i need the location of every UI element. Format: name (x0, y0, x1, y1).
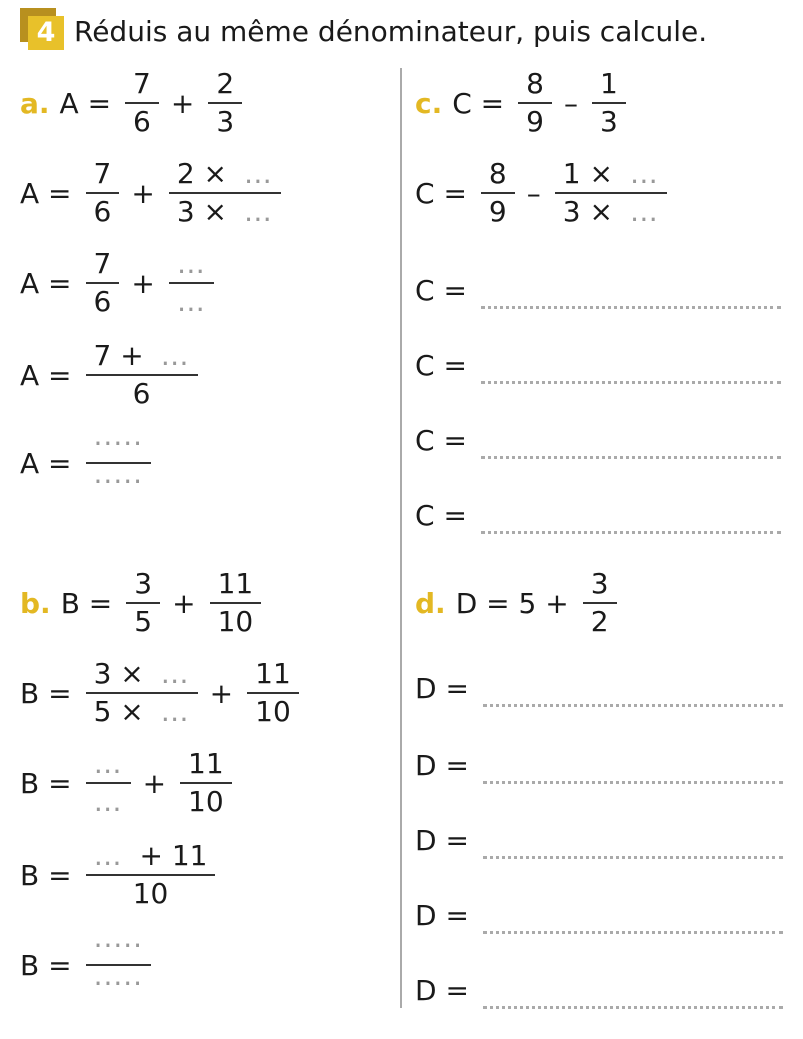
left-equation-line (20, 648, 311, 738)
math-text: 10 (255, 695, 291, 728)
fraction-bar (247, 692, 299, 694)
math-text: 3 × (176, 195, 236, 228)
equation-text: C = (415, 176, 467, 210)
denominator (86, 285, 120, 319)
right-equation-line (415, 945, 783, 1035)
numerator (86, 747, 131, 781)
item-label: c. (415, 86, 443, 120)
fraction (86, 929, 152, 1001)
math-text: 7 (93, 157, 112, 190)
math-text: 3 (216, 105, 235, 138)
equation-text: A = (20, 446, 72, 480)
left-equation-line (20, 920, 163, 1010)
equation-text: B = (20, 858, 72, 892)
placeholder-dots: ····· (93, 929, 144, 962)
answer-blank[interactable] (481, 511, 781, 534)
numerator (86, 157, 120, 191)
left-equation-line (20, 830, 227, 920)
math-text: + 11 (130, 839, 208, 872)
fraction (208, 67, 242, 139)
equation-text: D = 5 + (455, 586, 569, 620)
denominator (86, 195, 120, 229)
denominator (169, 285, 214, 319)
placeholder-dots: … (629, 195, 659, 228)
placeholder-dots: … (93, 785, 123, 818)
math-text: 6 (133, 105, 151, 138)
equation-text: + (131, 176, 155, 210)
fraction (125, 67, 159, 139)
math-text: 3 (590, 567, 609, 600)
numerator (86, 929, 152, 963)
equation-text: C = (415, 348, 467, 382)
denominator (86, 465, 152, 499)
fraction-bar (86, 374, 198, 376)
numerator (125, 67, 159, 101)
fraction-bar (169, 282, 214, 284)
placeholder-dots: … (176, 247, 206, 280)
fraction (86, 427, 152, 499)
right-equation-line (415, 148, 679, 238)
equation-text: B = (60, 586, 113, 620)
exercise-instruction: Réduis au même dénominateur, puis calcule. (74, 15, 708, 48)
fraction (86, 339, 198, 411)
right-equation-line (415, 470, 781, 560)
numerator (126, 567, 160, 601)
math-text: 1 × (562, 157, 622, 190)
placeholder-dots: … (93, 839, 123, 872)
placeholder-dots: ····· (93, 967, 144, 1000)
math-text: 7 (133, 67, 151, 100)
math-text: 10 (132, 877, 169, 910)
placeholder-dots: … (160, 339, 190, 372)
numerator (86, 339, 198, 373)
fraction-bar (169, 192, 281, 194)
fraction-bar (481, 192, 515, 194)
fraction-bar (86, 282, 120, 284)
placeholder-dots: … (176, 285, 206, 318)
placeholder-dots: ····· (93, 465, 144, 498)
equation-text: – (563, 86, 578, 120)
left-equation-line (20, 148, 293, 238)
numerator (518, 67, 552, 101)
math-text: 2 (590, 605, 609, 638)
placeholder-dots: … (93, 747, 123, 780)
equation-text: + (142, 766, 167, 800)
answer-blank[interactable] (481, 286, 781, 309)
math-text: 3 × (562, 195, 622, 228)
math-text: 5 × (93, 695, 153, 728)
math-text: 11 (255, 657, 291, 690)
right-equation-line (415, 58, 638, 148)
fraction-bar (86, 692, 198, 694)
equation-text: B = (20, 766, 72, 800)
math-text: 3 (599, 105, 618, 138)
numerator (169, 157, 281, 191)
numerator (86, 427, 152, 461)
denominator (86, 695, 198, 729)
equation-text: C = (415, 423, 467, 457)
fraction (583, 567, 617, 639)
numerator (555, 157, 667, 191)
fraction-bar (126, 602, 160, 604)
numerator (169, 247, 214, 281)
fraction-bar (583, 602, 617, 604)
numerator (86, 657, 198, 691)
left-equation-line (20, 738, 244, 828)
left-equation-line (20, 418, 163, 508)
equation-text: D = (415, 748, 469, 782)
fraction-bar (518, 102, 552, 104)
equation-text: B = (20, 676, 72, 710)
equation-text: D = (415, 823, 469, 857)
math-text: 6 (93, 285, 112, 318)
fraction (518, 67, 552, 139)
fraction (180, 747, 232, 819)
equation-text: A = (20, 266, 72, 300)
fraction (86, 839, 216, 911)
fraction-bar (86, 964, 152, 966)
column-divider (400, 68, 402, 1008)
math-text: 6 (93, 195, 112, 228)
denominator (169, 195, 281, 229)
equation-text: C = (452, 86, 505, 120)
fraction (555, 157, 667, 229)
denominator (583, 605, 617, 639)
fraction (126, 567, 160, 639)
fraction (592, 67, 626, 139)
equation-text: C = (415, 498, 467, 532)
item-label: d. (415, 586, 446, 620)
numerator (208, 67, 242, 101)
denominator (208, 105, 242, 139)
math-text: 8 (526, 67, 544, 100)
item-label: b. (20, 586, 51, 620)
placeholder-dots: … (160, 695, 190, 728)
fraction-bar (180, 782, 232, 784)
denominator (126, 605, 160, 639)
fraction-bar (592, 102, 626, 104)
left-equation-line (20, 238, 226, 328)
fraction-bar (86, 782, 131, 784)
answer-blank[interactable] (483, 911, 783, 934)
denominator (86, 967, 152, 1001)
fraction (247, 657, 299, 729)
exercise-number: 4 (28, 16, 64, 50)
placeholder-dots: … (243, 157, 273, 190)
placeholder-dots: … (160, 657, 190, 690)
fraction-bar (208, 102, 242, 104)
left-equation-line (20, 58, 254, 148)
right-equation-line (415, 558, 629, 648)
equation-text: C = (415, 273, 467, 307)
numerator (247, 657, 299, 691)
equation-text: B = (20, 948, 72, 982)
math-text: 11 (188, 747, 224, 780)
fraction (86, 157, 120, 229)
math-text: 9 (488, 195, 507, 228)
numerator (481, 157, 515, 191)
equation-text: D = (415, 973, 469, 1007)
fraction (86, 657, 198, 729)
fraction (210, 567, 262, 639)
answer-blank[interactable] (483, 836, 783, 859)
numerator (86, 247, 120, 281)
math-text: 7 (93, 247, 112, 280)
placeholder-dots: … (243, 195, 273, 228)
math-text: 2 × (176, 157, 236, 190)
denominator (210, 605, 262, 639)
answer-blank[interactable] (483, 761, 783, 784)
answer-blank[interactable] (483, 986, 783, 1009)
equation-text: + (170, 86, 195, 120)
numerator (86, 839, 216, 873)
fraction-bar (555, 192, 667, 194)
fraction-bar (86, 874, 216, 876)
math-text: 10 (188, 785, 224, 818)
denominator (125, 377, 159, 411)
denominator (481, 195, 515, 229)
item-label: a. (20, 86, 50, 120)
math-text: 9 (526, 105, 544, 138)
math-text: 3 × (93, 657, 153, 690)
denominator (592, 105, 626, 139)
exercise-number-badge (20, 8, 64, 50)
fraction-bar (125, 102, 159, 104)
math-text: 5 (134, 605, 153, 638)
numerator (583, 567, 617, 601)
denominator (518, 105, 552, 139)
equation-text: + (172, 586, 196, 620)
math-text: 7 + (93, 339, 153, 372)
equation-text: A = (20, 176, 72, 210)
math-text: 6 (132, 377, 151, 410)
equation-text: + (131, 266, 155, 300)
numerator (592, 67, 626, 101)
equation-text: A = (20, 358, 72, 392)
denominator (125, 877, 177, 911)
math-text: 3 (134, 567, 153, 600)
math-text: 1 (599, 67, 618, 100)
equation-text: + (209, 676, 234, 710)
placeholder-dots: ····· (93, 427, 144, 460)
denominator (86, 785, 131, 819)
fraction (86, 247, 120, 319)
denominator (180, 785, 232, 819)
fraction-bar (86, 192, 120, 194)
answer-blank[interactable] (481, 361, 781, 384)
numerator (210, 567, 262, 601)
denominator (125, 105, 159, 139)
math-text: 8 (488, 157, 507, 190)
answer-blank[interactable] (483, 684, 783, 707)
equation-text: D = (415, 671, 469, 705)
denominator (247, 695, 299, 729)
left-equation-line (20, 558, 273, 648)
equation-text: D = (415, 898, 469, 932)
fraction (169, 157, 281, 229)
fraction (169, 247, 214, 319)
left-equation-line (20, 330, 210, 420)
fraction-bar (86, 462, 152, 464)
math-text: 11 (217, 567, 254, 600)
placeholder-dots: … (629, 157, 659, 190)
fraction (481, 157, 515, 229)
equation-text: – (526, 176, 541, 210)
math-text: 10 (217, 605, 254, 638)
fraction-bar (210, 602, 262, 604)
answer-blank[interactable] (481, 436, 781, 459)
numerator (180, 747, 232, 781)
denominator (555, 195, 667, 229)
math-text: 2 (216, 67, 235, 100)
equation-text: A = (59, 86, 112, 120)
fraction (86, 747, 131, 819)
